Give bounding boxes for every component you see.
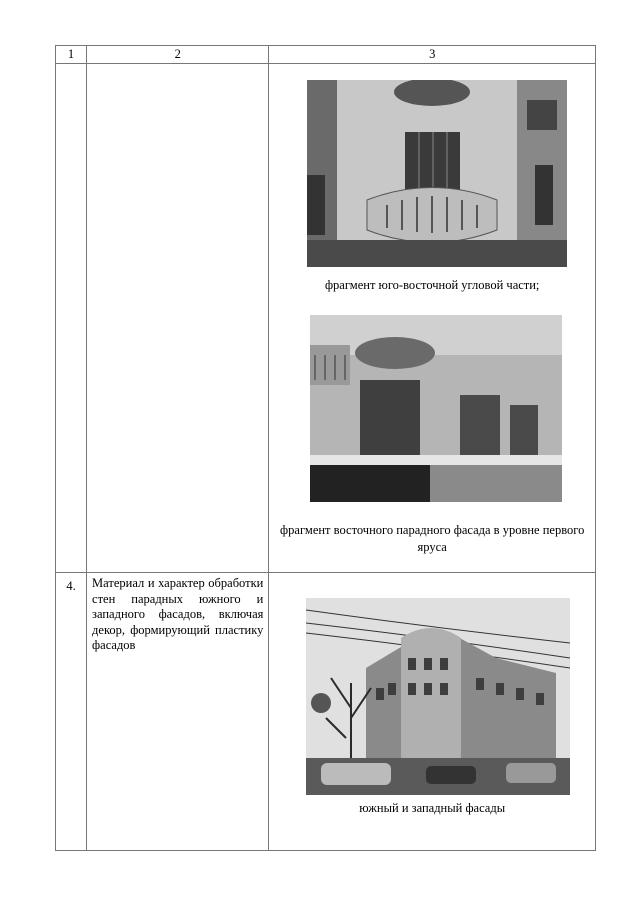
photo-caption <box>269 522 595 556</box>
photo-caption: фрагмент юго-восточной угловой части; <box>324 278 540 292</box>
header-col-3: 3 <box>269 46 596 64</box>
table-header-row <box>56 46 596 64</box>
header-col-1: 1 <box>56 46 87 64</box>
row-description <box>87 64 269 573</box>
table-row <box>56 573 596 851</box>
photo-east-facade <box>310 315 562 502</box>
monument-description-table <box>55 45 596 851</box>
header-col-2: 2 <box>87 46 269 64</box>
photo-caption-text: фрагмент восточного парадного фасада в уровне первого яруса <box>280 523 585 554</box>
photo-southeast-corner <box>307 80 567 267</box>
photo-south-west-facades <box>306 598 570 795</box>
row-figures <box>269 64 596 573</box>
table-row <box>56 64 596 573</box>
photo-caption: южный и западный фасады <box>359 801 506 815</box>
row-number <box>56 64 87 573</box>
row-number: 4. <box>56 573 87 851</box>
row-figures <box>269 573 596 851</box>
row-description: Материал и характер обработки стен парадных южного и западного фасадов, включая декор, формирующий пластику фасадов <box>87 573 269 851</box>
